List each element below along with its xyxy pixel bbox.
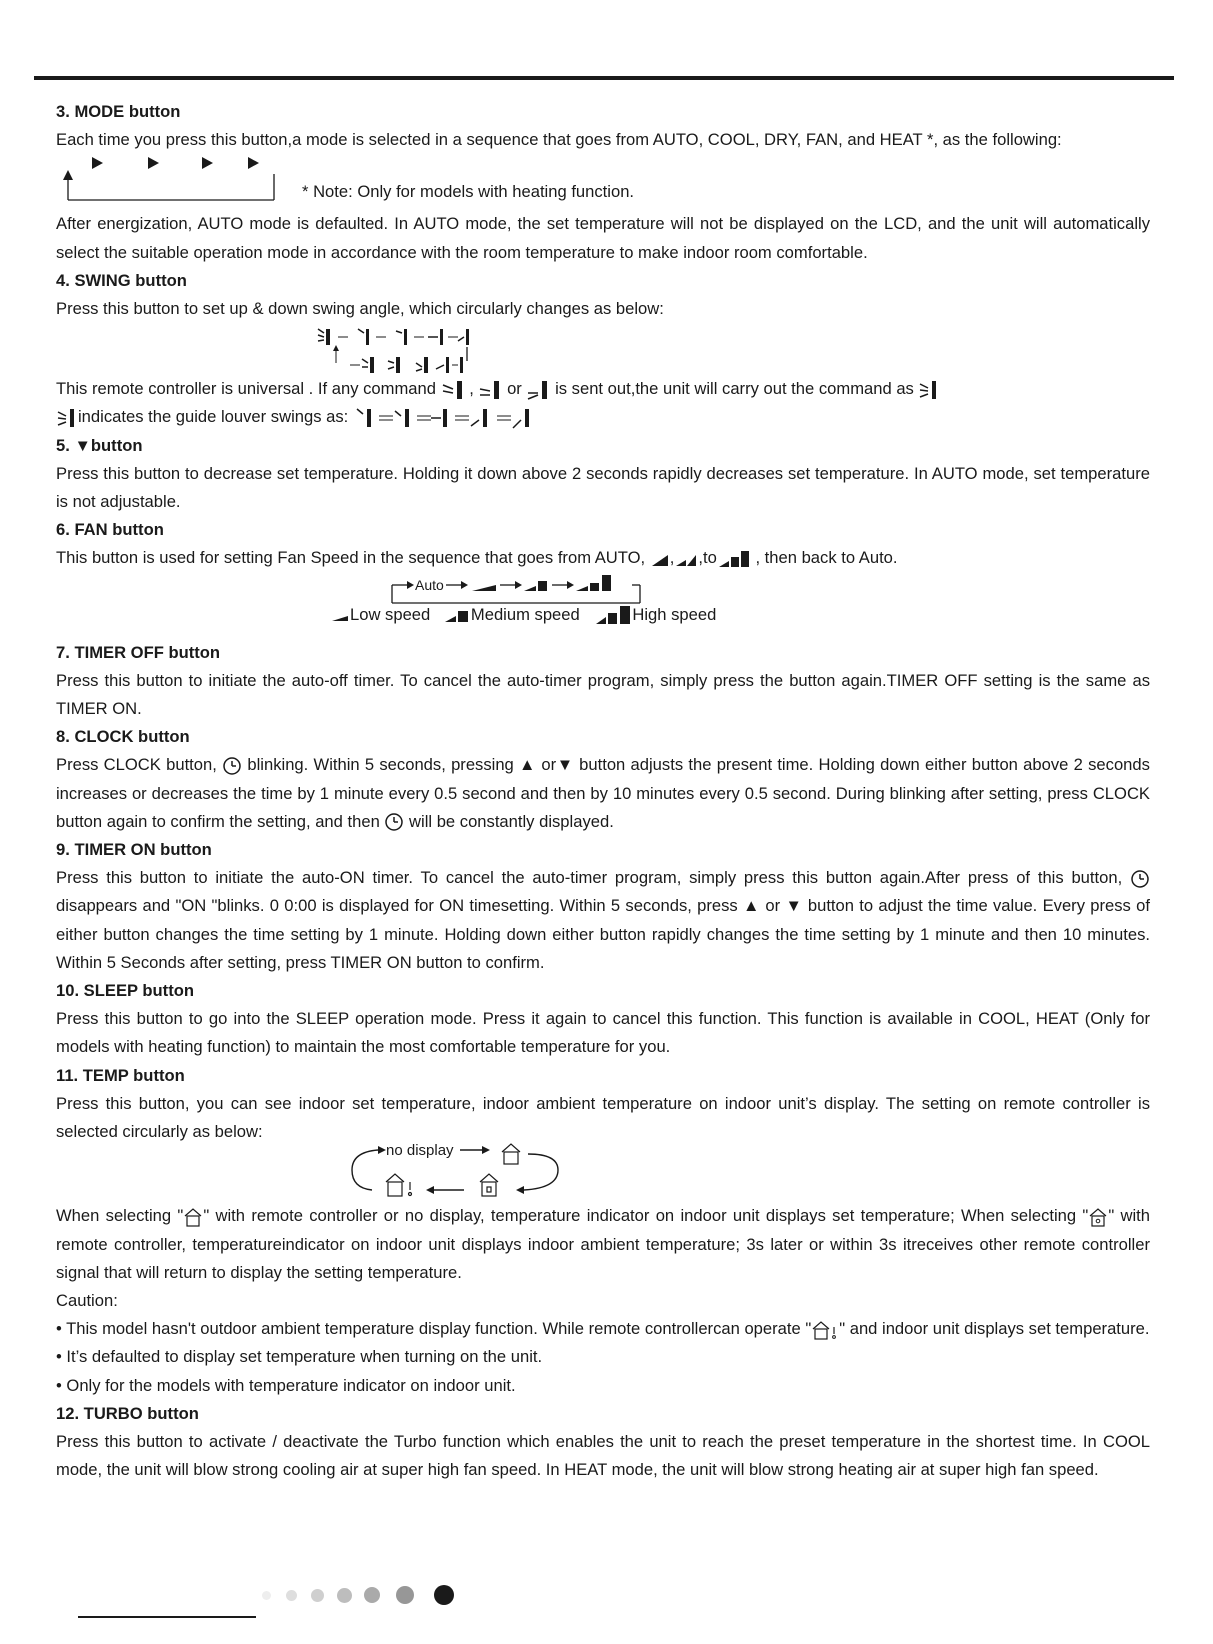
swing-indicates — [56, 403, 1150, 431]
temp-caution: Caution: — [56, 1290, 118, 1310]
mode-intro: Each time you press this button,a mode is selected in a sequence that goes from AUTO, COOL, DRY, FAN, and HEAT *, as the following: — [56, 130, 1062, 150]
top-rule — [34, 76, 1174, 80]
temp-c1-text-a: • This model hasn't outdoor ambient temperature display function. While remote controllercan operate " — [56, 1319, 812, 1339]
fan-low-icon — [330, 608, 350, 622]
louver-swing-icon — [918, 379, 940, 401]
progress-dot — [396, 1586, 414, 1604]
turbo-body: Press this button to activate / deactivate the Turbo function which enables the unit to reach the preset temperature in the shortest time. In COOL mode, the unit will blow strong cooling air at super high fan speed. In HEAT mode, the unit will blow strong heating air at super high fan speed. — [56, 1431, 1150, 1480]
progress-dot — [286, 1590, 297, 1601]
louver-swing-sequence-icon — [353, 406, 543, 430]
temp-selecting — [56, 1202, 1150, 1287]
mode-arrows — [92, 157, 259, 169]
fan-intro — [56, 544, 1150, 572]
temp-sel-text-a: When selecting " — [56, 1206, 184, 1226]
footer-rule — [78, 1616, 256, 1618]
down-heading — [56, 432, 1150, 460]
fan-heading: 6. FAN button — [56, 520, 164, 540]
fan-legend-high: High speed — [632, 604, 717, 624]
temp-sel-text-c: " with remote controller, temperatureindicator on indoor unit displays indoor ambient temperature; 3s later or within 3s itreceives other remote controller signal that will return to display the setting temperature. — [56, 1206, 1151, 1282]
fan-legend-low: Low speed — [350, 604, 431, 624]
temp-caution-1 — [56, 1315, 1150, 1343]
down-body: Press this button to decrease set temperature. Holding it down above 2 seconds rapidly decreases set temperature. In AUTO mode, set temperature is not adjustable. — [56, 463, 1150, 512]
fan-intro-text-d: , then back to Auto. — [755, 548, 898, 568]
fan-legend-medium: Medium speed — [470, 604, 580, 624]
fan-cycle-diagram — [56, 573, 1150, 633]
mode-sequence-diagram — [56, 154, 1150, 210]
mode-loop-arrowhead — [63, 170, 73, 180]
swing-universal-or: or — [507, 379, 522, 399]
fan-low-icon — [650, 551, 670, 567]
sleep-body: Press this button to go into the SLEEP operation mode. Press it again to cancel this function. This function is available in COOL, HEAT (Only for models with heating function) to maintain the most comfortable temperature for you. — [56, 1009, 1150, 1057]
fan-cycle-auto-label: Auto — [415, 576, 444, 593]
temp-sel-text-b: " with remote controller or no display, temperature indicator on indoor unit displays set temperature; When selecting " — [203, 1206, 1089, 1226]
progress-dot — [311, 1589, 324, 1602]
fan-legend — [330, 601, 716, 629]
louver-mid-icon — [478, 379, 502, 401]
house-outdoor-icon — [480, 1174, 498, 1196]
louver-down-icon — [526, 379, 550, 401]
swing-louver-icons — [318, 329, 469, 373]
fan-medium-icon — [674, 551, 698, 567]
timer-on-body — [56, 864, 1150, 977]
house-set-icon — [502, 1144, 520, 1164]
house-indoor-icon — [1088, 1207, 1108, 1227]
progress-dot — [262, 1591, 271, 1600]
clock-icon — [1130, 869, 1150, 889]
house-outdoor-icon — [811, 1320, 839, 1340]
temp-c1-text-b: " and indoor unit displays set temperature. — [839, 1319, 1150, 1339]
timer-off-body: Press this button to initiate the auto-off timer. To cancel the auto-timer program, simply press the button again.TIMER OFF setting is the same as TIMER ON. — [56, 670, 1150, 719]
swing-indicates-text: indicates the guide louver swings as: — [78, 407, 349, 427]
mode-body: After energization, AUTO mode is defaulted. In AUTO mode, the set temperature will not be displayed on the LCD, and the unit will automatically select the suitable operation mode in accordance with the room temperature to make indoor room comfortable. — [56, 214, 1150, 262]
clock-heading: 8. CLOCK button — [56, 727, 190, 747]
progress-dot — [364, 1587, 380, 1603]
temp-cycle-no-display: no display — [386, 1142, 454, 1160]
timer-on-text-1: Press this button to initiate the auto-ON timer. To cancel the auto-timer program, simply press this button again.After press of this button, — [56, 868, 1123, 888]
mode-loop-line — [68, 174, 274, 200]
swing-universal: This remote controller is universal . If any command , or is sent out,the unit will carry out the command as — [56, 375, 1150, 403]
swing-cycle-diagram — [56, 323, 1150, 375]
progress-dot — [337, 1588, 352, 1603]
fan-intro-comma: , — [669, 548, 675, 568]
swing-heading: 4. SWING button — [56, 270, 187, 290]
timer-on-heading: 9. TIMER ON button — [56, 840, 212, 860]
timer-off-heading: 7. TIMER OFF button — [56, 642, 221, 662]
swing-intro: Press this button to set up & down swing angle, which circularly changes as below: — [56, 299, 664, 319]
fan-intro-to: ,to — [698, 548, 717, 568]
clock-text-3: button adjusts the present time. Holding down either button above 2 seconds increases or decreases the time by 1 minute every 0.5 second and then by 10 minutes every 0.5 second. During blinking after setting, press CLOCK button again to confirm the setting, and then — [56, 755, 1150, 831]
clock-icon — [384, 812, 404, 832]
progress-dot-current — [434, 1585, 454, 1605]
clock-text-2: blinking. Within 5 seconds, pressing ▲ or — [247, 755, 557, 775]
temp-caution-2: • It’s defaulted to display set temperature when turning on the unit. — [56, 1347, 543, 1367]
house-set-icon — [183, 1207, 203, 1227]
manual-page — [56, 98, 1150, 1484]
temp-intro: Press this button, you can see indoor set temperature, indoor ambient temperature on indoor unit’s display. The setting on remote controller is selected circularly as below: — [56, 1093, 1150, 1142]
fan-medium-icon — [443, 607, 471, 623]
temp-heading: 11. TEMP button — [56, 1065, 185, 1085]
down-triangle-icon: ▼ — [74, 435, 91, 455]
down-heading-num: 5. — [56, 435, 70, 455]
temp-cycle-diagram — [56, 1142, 1150, 1202]
fan-high-icon — [717, 550, 751, 568]
turbo-heading: 12. TURBO button — [56, 1403, 199, 1423]
down-triangle-icon: ▼ — [556, 755, 574, 775]
clock-text-1: Press CLOCK button, — [56, 755, 217, 775]
fan-intro-text-a: This button is used for setting Fan Speed in the sequence that goes from AUTO, — [56, 548, 646, 568]
clock-text-4: will be constantly displayed. — [409, 811, 614, 831]
mode-heading: 3. MODE button — [56, 102, 181, 121]
house-indoor-icon — [386, 1174, 412, 1196]
timer-on-text-2: disappears and "ON "blinks. 0 0:00 is displayed for ON timesetting. Within 5 seconds, press ▲ or ▼ button to adjust the time value. Every press of either button changes the time setting by 1 minute. Holding down either button rapidly changes the time setting by 1 minute and then 10 minutes. Within 5 Seconds after setting, press TIMER ON button to confirm. — [56, 896, 1150, 972]
temp-caution-3: • Only for the models with temperature indicator on indoor unit. — [56, 1375, 516, 1395]
louver-up-icon — [441, 379, 465, 401]
down-heading-text: button — [90, 435, 143, 455]
mode-note: * Note: Only for models with heating function. — [302, 182, 635, 202]
swing-universal-text-b: is sent out,the unit will carry out the command as — [555, 379, 914, 399]
swing-universal-text-a: This remote controller is universal . If any command — [56, 379, 436, 399]
clock-body — [56, 751, 1150, 836]
louver-swing-icon — [56, 407, 78, 429]
sleep-heading: 10. SLEEP button — [56, 981, 194, 1001]
fan-high-icon — [594, 605, 632, 625]
clock-icon — [222, 756, 242, 776]
